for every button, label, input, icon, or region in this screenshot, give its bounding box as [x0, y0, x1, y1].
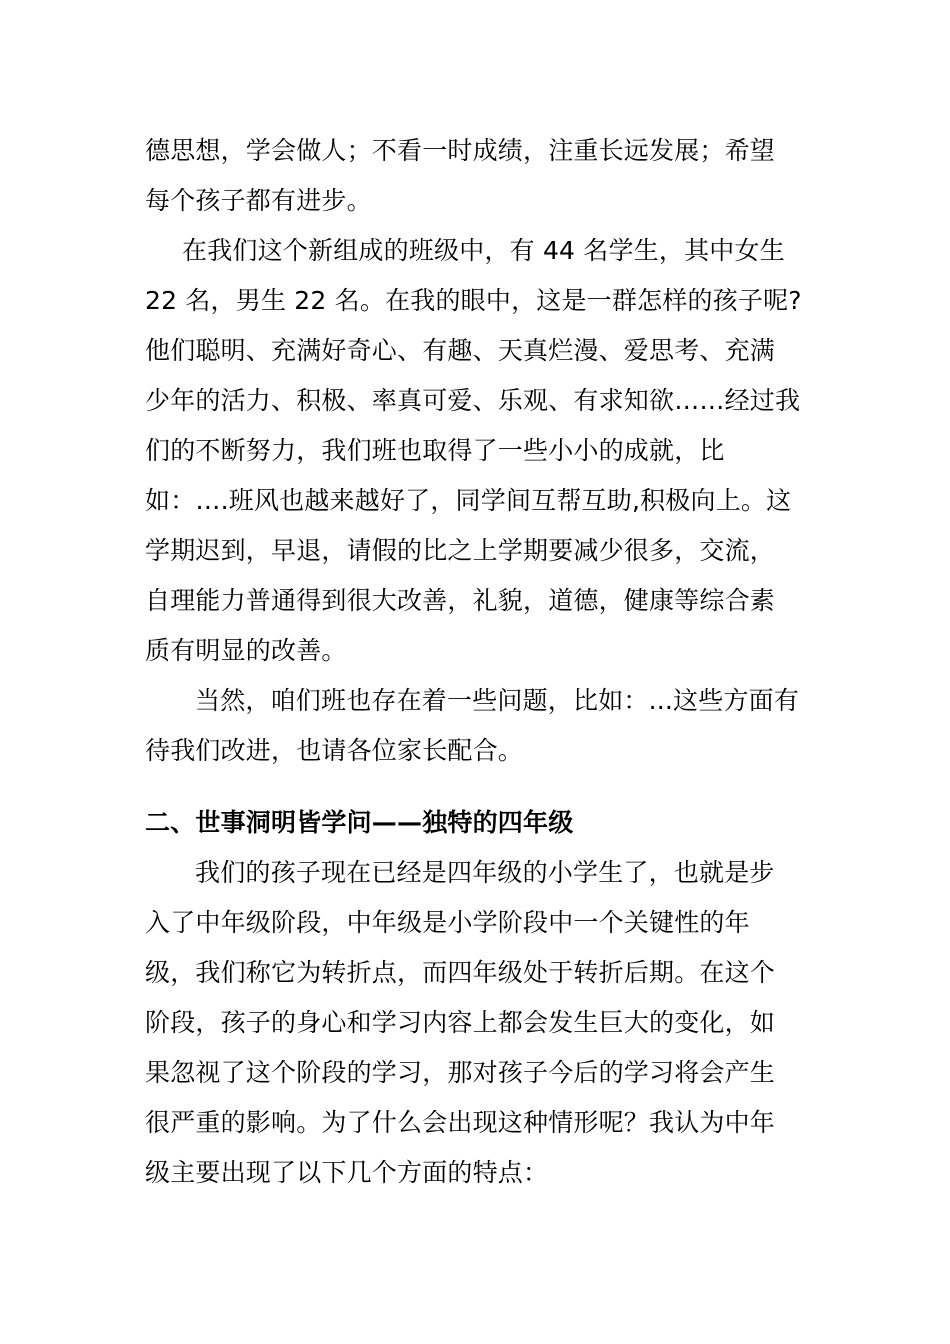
paragraph-2-line-5: 们的不断努力，我们班也取得了一些小小的成就，比 — [145, 436, 725, 465]
paragraph-4-line-2: 入了中年级阶段，中年级是小学阶段中一个关键性的年 — [145, 908, 750, 937]
paragraph-2-line-7: 学期迟到，早退，请假的比之上学期要减少很多，交流， — [145, 536, 776, 565]
paragraph-4-line-5: 果忽视了这个阶段的学习，那对孩子今后的学习将会产生 — [145, 1058, 776, 1087]
paragraph-2-line-4: 少年的活力、积极、率真可爱、乐观、有求知欲……经过我 — [145, 386, 801, 415]
section-heading: 二、世事洞明皆学问——独特的四年级 — [145, 808, 574, 837]
paragraph-4-line-1: 我们的孩子现在已经是四年级的小学生了，也就是步 — [195, 858, 775, 887]
paragraph-2-line-8: 自理能力普通得到很大改善，礼貌，道德，健康等综合素 — [145, 586, 776, 615]
paragraph-4-line-4: 阶段，孩子的身心和学习内容上都会发生巨大的变化，如 — [145, 1008, 776, 1037]
paragraph-4-line-3: 级，我们称它为转折点，而四年级处于转折后期。在这个 — [145, 958, 776, 987]
paragraph-1-line-1: 德思想，学会做人；不看一时成绩，注重长远发展；希望 — [145, 136, 776, 165]
paragraph-2-line-9: 质有明显的改善。 — [145, 636, 347, 665]
paragraph-4-line-7: 级主要出现了以下几个方面的特点： — [145, 1158, 549, 1187]
paragraph-4-line-6: 很严重的影响。为了什么会出现这种情形呢？我认为中年 — [145, 1108, 776, 1137]
paragraph-2-line-2: 22 名，男生 22 名。在我的眼中，这是一群怎样的孩子呢? — [145, 286, 802, 315]
paragraph-2-line-1: 在我们这个新组成的班级中，有 44 名学生，其中女生 — [182, 236, 785, 265]
paragraph-1-line-2: 每个孩子都有进步。 — [145, 186, 372, 215]
paragraph-2-line-6: 如：….班风也越来越好了，同学间互帮互助,积极向上。这 — [145, 486, 792, 515]
paragraph-3-line-1: 当然，咱们班也存在着一些问题，比如：...这些方面有 — [195, 686, 800, 715]
paragraph-3-line-2: 待我们改进，也请各位家长配合。 — [145, 736, 524, 765]
paragraph-2-line-3: 他们聪明、充满好奇心、有趣、天真烂漫、爱思考、充满 — [145, 336, 776, 365]
